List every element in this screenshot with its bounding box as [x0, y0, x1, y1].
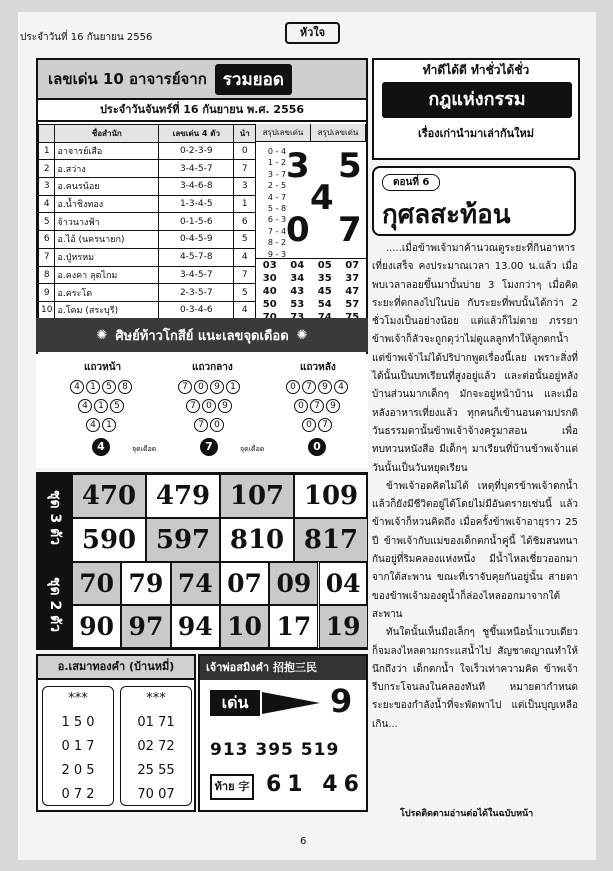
triangle-digit: 9: [218, 399, 232, 413]
sum-number: 35: [317, 273, 332, 284]
cell-n: 9: [39, 284, 55, 302]
cell-n: 10: [39, 301, 55, 319]
cell-digits: 0-1-5-6: [159, 213, 234, 231]
boiling-point-label: จุดเดือด: [240, 445, 265, 453]
cell-n: 1: [39, 142, 55, 160]
cell-name: อ.คงคา ลุตไกม: [55, 266, 159, 284]
triangle-digit: 9: [210, 380, 224, 394]
two-digit-number: 94: [171, 605, 220, 648]
triangle-digit: 9: [326, 399, 340, 413]
table-row: [39, 248, 256, 266]
magazine-logo: หัวใจ: [285, 22, 340, 44]
cell-name: อ.ไอ้ (นครนายก): [55, 231, 159, 249]
sum-number: 05: [317, 260, 332, 271]
episode-label: ตอนที่ 6: [382, 174, 440, 191]
sum-number: 45: [317, 286, 332, 297]
cell-lead: 1: [234, 195, 256, 213]
cell-name: อ.น้ำชิงทอง: [55, 195, 159, 213]
two-digit-number: 74: [171, 562, 220, 605]
cell-n: 8: [39, 266, 55, 284]
two-digit-number: 97: [121, 605, 170, 648]
summary-header-1: สรุปเลขเด่น: [256, 124, 311, 141]
seema-value: 2 0 5: [61, 763, 95, 778]
seema-col1: [42, 686, 114, 806]
cell-name: อ.โคม (สระบุรี): [55, 301, 159, 319]
cell-n: 2: [39, 160, 55, 178]
sum-number: 40: [262, 286, 277, 297]
triangle-digit: 4: [78, 399, 92, 413]
triangle-digit: 1: [102, 418, 116, 432]
cell-n: 5: [39, 213, 55, 231]
seema-value: 02 72: [137, 739, 175, 754]
cell-digits: 0-4-5-9: [159, 231, 234, 249]
prediction-date: ประจำวันจันทร์ที่ 16 กันยายน พ.ศ. 2556: [38, 100, 366, 122]
seema-value: 0 1 7: [61, 739, 95, 754]
pair: 6 - 3: [267, 215, 287, 225]
big-digit: 3: [286, 146, 310, 186]
cell-lead: 5: [234, 284, 256, 302]
triangle-label: แถวหน้า: [84, 362, 122, 373]
seema-value: 70 07: [137, 787, 175, 802]
triangle-digit: 0: [302, 418, 316, 432]
saming-title: [200, 656, 366, 680]
big-digit: 4: [310, 178, 334, 218]
triangle-area: [36, 354, 368, 468]
col-header-digits: เลขเด่น 4 ตัว: [159, 125, 234, 143]
three-digit-number: 470: [72, 474, 146, 518]
two-digit-number: 19: [319, 605, 368, 648]
triangle-digit: 9: [318, 380, 332, 394]
issue-date: ประจำวันที่ 16 กันยายน 2556: [20, 32, 153, 43]
stars: ***: [68, 691, 88, 706]
cell-lead: 4: [234, 301, 256, 319]
brand-label: รวมยอด: [215, 64, 292, 95]
cell-name: จ้าวนางฟ้า: [55, 213, 159, 231]
three-digit-number: 107: [220, 474, 294, 518]
flower-icon: ✺: [296, 327, 308, 343]
cell-digits: 3-4-6-8: [159, 178, 234, 196]
table-row: [39, 301, 256, 319]
seema-col2: [120, 686, 192, 806]
table-row: [39, 160, 256, 178]
triangle-digit: 8: [118, 380, 132, 394]
seema-box: [36, 654, 196, 812]
two-digit-number: 09: [269, 562, 318, 605]
episode-title: กุศลสะท้อน: [382, 200, 511, 230]
arrow-icon: [262, 692, 320, 714]
triangle-digit: 5: [110, 399, 124, 413]
number-sets: [36, 472, 368, 650]
cell-digits: 0-2-3-9: [159, 142, 234, 160]
seema-value: 1 5 0: [61, 715, 95, 730]
karma-banner: กฎแห่งกรรม: [382, 82, 572, 118]
triangle-label: แถวกลาง: [192, 362, 233, 373]
sum-number: 50: [262, 299, 277, 310]
triangle-digit: 7: [318, 418, 332, 432]
prediction-title-text: เลขเด่น 10 อาจารย์จาก: [48, 70, 207, 88]
two-digit-number: 07: [220, 562, 269, 605]
triangle-digit: 0: [194, 380, 208, 394]
table-row: [39, 266, 256, 284]
cell-digits: 1-3-4-5: [159, 195, 234, 213]
pair: 5 - 8: [267, 204, 287, 214]
two-digit-number: 04: [319, 562, 368, 605]
two-digit-number: 17: [269, 605, 318, 648]
flower-icon: ✺: [96, 327, 108, 343]
triangle-digit: 4: [334, 380, 348, 394]
three-digit-set: 913 395 519: [210, 740, 340, 760]
pair: 2 - 5: [267, 181, 287, 191]
continue-note: โปรดติดตามอ่านต่อได้ในฉบับหน้า: [400, 809, 534, 819]
sum-number: 04: [290, 260, 305, 271]
triangle-digit: 0: [294, 399, 308, 413]
triangle-digit: 7: [178, 380, 192, 394]
cell-n: 4: [39, 195, 55, 213]
triangle-digit: 4: [86, 418, 100, 432]
saming-chinese: 招抱三民: [272, 661, 317, 674]
three-digit-number: 590: [72, 518, 146, 562]
tail-label: ท้าย 字: [210, 774, 254, 800]
summary-header: [256, 124, 366, 142]
triangle-digit: 7: [186, 399, 200, 413]
saming-title-text: เจ้าพ่อสมิงคำ: [206, 661, 270, 674]
summary-numbers: [256, 258, 366, 324]
seema-value: 01 71: [137, 715, 175, 730]
shrine-title: ศิษย์ท้าวโกสีย์ แนะเลขจุดเดือด: [115, 328, 289, 344]
three-digit-number: 597: [146, 518, 220, 562]
triangle-digit: 7: [194, 418, 208, 432]
story-paragraph: ข้าพเจ้าอดคิดไม่ได้ เหตุที่บุตรข้าพเจ้าตกน้ำ แล้วก็ยังมีชีวิตอยู่ได้โดยไม่มีอันตรายเช่นนี้ แล้วข้าพเจ้าก็หวนคิดถึง เมื่อครั้งข้าพเจ้าอายุราว 25 ปี ข้าพเจ้ากับแม่ของเด็กตกน้ำคู่นี้ ได้ชิมสนทนากันอยู่ที่ริมคลองแห่งหนึ่ง มีน้ำไหลเชี่ยวออกมาจากใต้สะพาน ขณะที่เราจับคุยกันอยู่นั้น สายตาของข้าพเจ้ามองดูน้ำก็ล่องไหลออกมาจากใต้สะพาน: [372, 480, 578, 620]
set3-label: ชุด 3 ตัว: [38, 474, 72, 562]
cell-n: 7: [39, 248, 55, 266]
story-article: [372, 240, 578, 734]
two-digit-number: 10: [220, 605, 269, 648]
two-digit-number: 70: [72, 562, 121, 605]
sum-number: 57: [345, 299, 360, 310]
key-digit: 7: [200, 438, 218, 456]
cell-lead: 7: [234, 160, 256, 178]
story-paragraph: .....เมื่อข้าพเจ้ามาค้านวณดูระยะที่กินอาหารเที่ยงเสร็จ คงประมาณเวลา 13.00 น.แล้ว เมื่อพบเวลาลอยขึ้นมาบั้นบ่าย 3 โมงกว่าๆ เมื่อคิดระยะที่ตกลงไปในบ่อ กับระยะที่พบนั้นได้กว่า 2 ชั่วโมงเป็นอย่างน้อย แต่แล้วก็ไม่ตาย ภรรยาข้าพเจ้าก็ลัวจะถูกดุว่าไม่ดูแลลูกทำให้ลูกตกน้ำ แต่ข้าพเจ้าไม่ได้ปริปากพูดเรื่องนี้เลย เพราะสิ่งที่ได้นั้นเป็นบทเรียนที่สูงอยู่แล้ว และต่อนั้นอยู่หลังบ้านส่วนมากเด็กๆ มักจะอยู่หน้าบ้าน และเมื่อหลังอาหารเที่ยงแล้ว ทุกคนก็เข้านอนตามปรกติ วันธรรมดานั้นข้าพเจ้าจ้างครูมาสอน เพื่อทบทวนหนังสือ มีเด็กๆ มาเรียนที่บ้านข้าพเจ้าแต่วันนั้นเป็นวันหยุดเรียน: [372, 243, 578, 474]
pair: 3 - 7: [267, 169, 287, 179]
lead-digit: 9: [330, 682, 353, 720]
triangle-digit: 1: [86, 380, 100, 394]
cell-lead: 4: [234, 248, 256, 266]
cell-lead: 5: [234, 231, 256, 249]
pair: 7 - 4: [267, 226, 287, 236]
pair: 1 - 2: [267, 158, 287, 168]
cell-name: อาจารย์เสือ: [55, 142, 159, 160]
summary-header-2: สรุปเลขเด่น: [311, 124, 366, 141]
set2-label: ชุด 2 ตัว: [38, 562, 72, 648]
cell-n: 6: [39, 231, 55, 249]
tail-digits: 61 46: [266, 772, 365, 797]
key-digit: 4: [92, 438, 110, 456]
prediction-table: [38, 124, 256, 320]
triangle-label: แถวหลัง: [300, 362, 336, 373]
cell-lead: 3: [234, 178, 256, 196]
triangle-digit: 0: [286, 380, 300, 394]
cell-name: อ.ปู่หรหม: [55, 248, 159, 266]
seema-title: อ.เสมาทองคำ (บ้านหมี่): [38, 656, 194, 680]
three-digit-number: 109: [294, 474, 368, 518]
story-paragraph: ทันใดนั้นเห็นมือเล็กๆ ชูขึ้นเหนือน้ำแวบเดียวก็จมลงไหลตามกระแสน้ำไป สัญชาตญาณทำให้นึกถึงว่า เด็กตกน้ำ ใจเร็วเท่าความคิด ข้าพเจ้ารีบกระโจนลงในคลองทันที หมายตากำหนดระยะของกำลังน้ำที่จะพัดพาไป แต่เป็นบุญเหลือเกิน...: [372, 627, 578, 730]
table-row: [39, 284, 256, 302]
cell-lead: 0: [234, 142, 256, 160]
sum-number: 54: [317, 299, 332, 310]
triangle-digit: 1: [94, 399, 108, 413]
triangle-digit: 5: [102, 380, 116, 394]
stars: ***: [146, 691, 166, 706]
shrine-banner: [36, 318, 368, 352]
two-digit-number: 79: [121, 562, 170, 605]
cell-digits: 2-3-5-7: [159, 284, 234, 302]
cell-name: อ.คระโต: [55, 284, 159, 302]
sum-number: 34: [290, 273, 305, 284]
triangle-digit: 1: [226, 380, 240, 394]
big-digit: 0: [286, 210, 310, 250]
cell-lead: 7: [234, 266, 256, 284]
boiling-point-label: จุดเดือด: [132, 445, 157, 453]
cell-digits: 3-4-5-7: [159, 266, 234, 284]
pair: 4 - 7: [267, 192, 287, 202]
pair: 0 - 4: [267, 147, 287, 156]
table-row: [39, 142, 256, 160]
cell-name: อ.สว่าง: [55, 160, 159, 178]
three-digit-number: 817: [294, 518, 368, 562]
triangle-digit: 0: [210, 418, 224, 432]
two-digit-number: 90: [72, 605, 121, 648]
three-digit-number: 479: [146, 474, 220, 518]
cell-digits: 0-3-4-6: [159, 301, 234, 319]
big-digit: 5: [338, 146, 362, 186]
cell-digits: 3-4-5-7: [159, 160, 234, 178]
table-row: [39, 195, 256, 213]
seema-value: 0 7 2: [61, 787, 95, 802]
sum-number: 53: [290, 299, 305, 310]
pair: 9 - 3: [267, 249, 287, 259]
sum-number: 07: [345, 260, 360, 271]
sum-number: 37: [345, 273, 360, 284]
karma-header: [372, 58, 580, 160]
triangle-digit: 4: [70, 380, 84, 394]
three-digit-number: 810: [220, 518, 294, 562]
triangle-digit: 7: [310, 399, 324, 413]
key-digit: 0: [308, 438, 326, 456]
cell-n: 3: [39, 178, 55, 196]
big-digit: 7: [338, 210, 362, 250]
sum-number: 43: [290, 286, 305, 297]
col-header-name: ชื่อสำนัก: [55, 125, 159, 143]
sum-number: 47: [345, 286, 360, 297]
episode-box: [372, 166, 576, 236]
table-row: [39, 213, 256, 231]
triangle-digit: 7: [302, 380, 316, 394]
sum-number: 30: [262, 273, 277, 284]
cell-lead: 6: [234, 213, 256, 231]
seema-value: 25 55: [137, 763, 175, 778]
cell-digits: 4-5-7-8: [159, 248, 234, 266]
cell-name: อ.คนรน้อย: [55, 178, 159, 196]
sum-number: 03: [262, 260, 277, 271]
karma-top-line: ทำดีได้ดี ทำชั่วได้ชั่ว: [422, 63, 530, 77]
col-header-lead: นำ: [234, 125, 256, 143]
page-number: 6: [300, 836, 307, 847]
pair: 8 - 2: [267, 238, 287, 248]
table-row: [39, 231, 256, 249]
lead-label: เด่น: [210, 690, 260, 716]
table-row: [39, 178, 256, 196]
prediction-title: [38, 60, 366, 100]
saming-box: [198, 654, 368, 812]
karma-sub: เรื่องเก่านำมาเล่ากันใหม่: [417, 127, 535, 140]
triangle-digit: 0: [202, 399, 216, 413]
